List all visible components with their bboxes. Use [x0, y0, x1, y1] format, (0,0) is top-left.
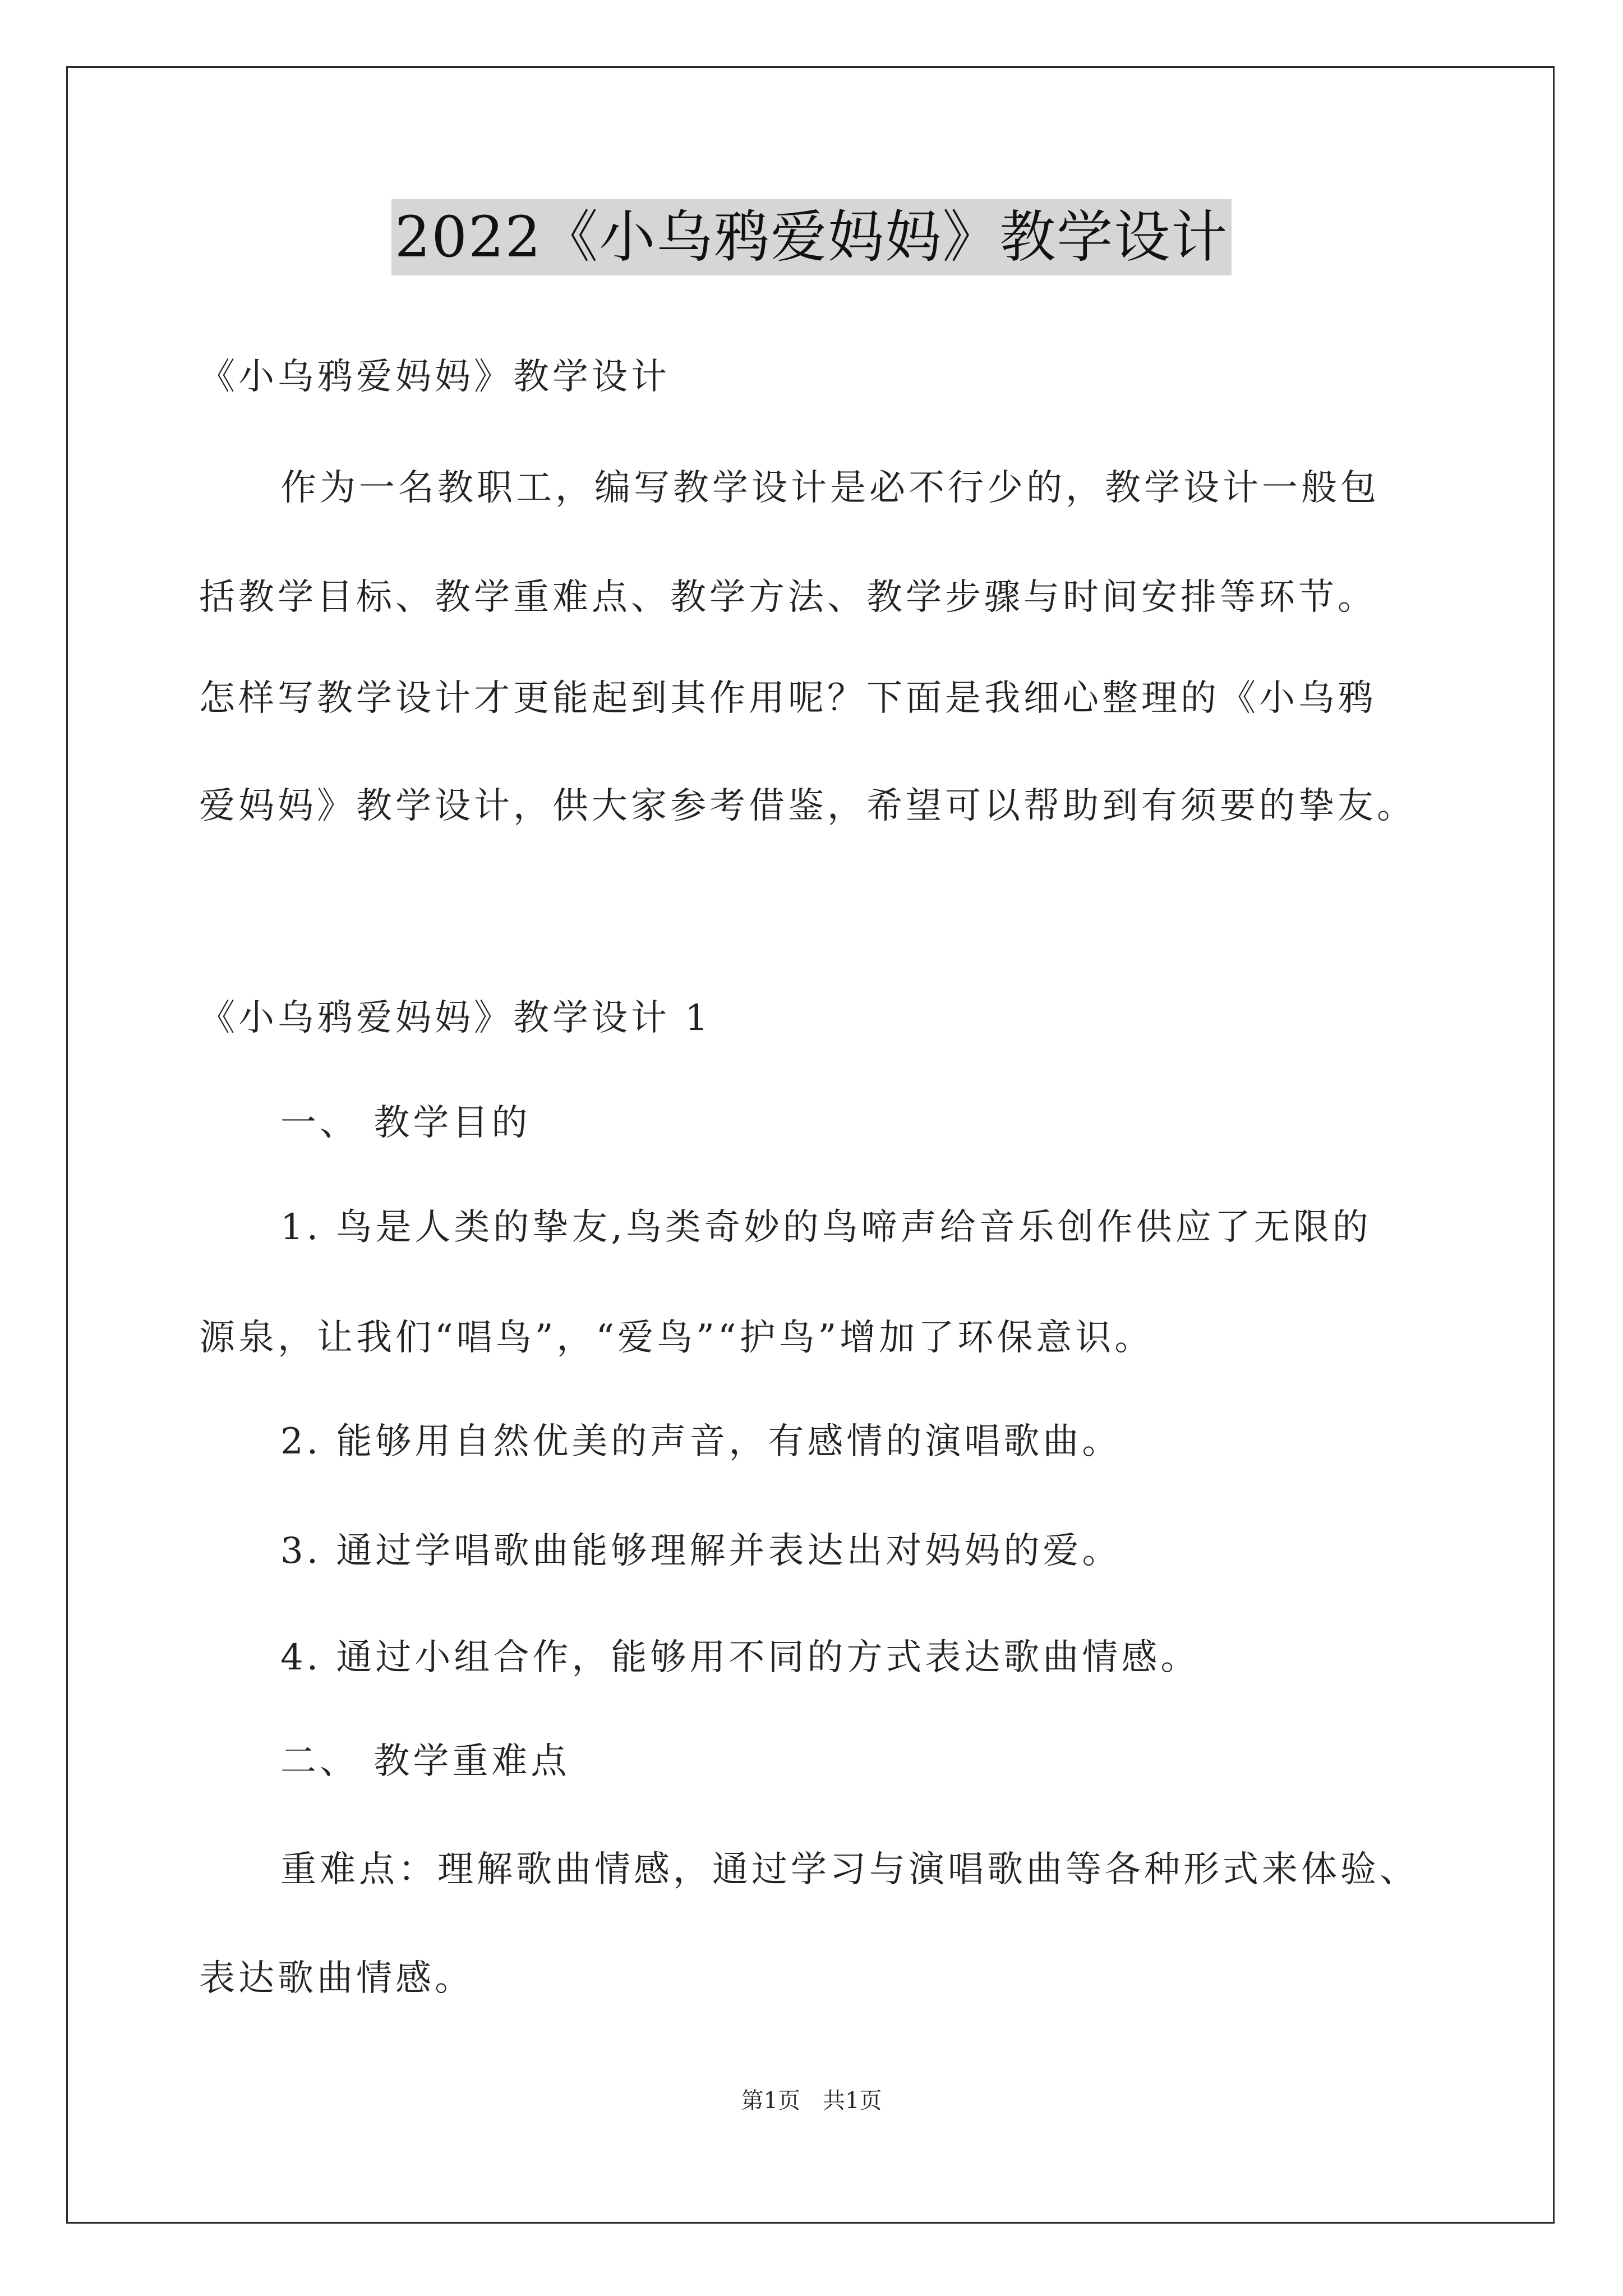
document-title: 2022《小乌鸦爱妈妈》教学设计: [391, 199, 1232, 275]
section-heading-1: 《小乌鸦爱妈妈》教学设计 1: [199, 997, 712, 1039]
subtitle-line: 《小乌鸦爱妈妈》教学设计: [199, 356, 670, 398]
goal-2: 2. 能够用自然优美的声音，有感情的演唱歌曲。: [280, 1421, 1122, 1462]
intro-line-2: 括教学目标、教学重难点、教学方法、教学步骤与时间安排等环节。: [199, 577, 1377, 618]
intro-line-4: 爱妈妈》教学设计，供大家参考借鉴，希望可以帮助到有须要的挚友。: [199, 785, 1416, 827]
heading-key-points: 二、 教学重难点: [280, 1741, 570, 1782]
goal-1-line-1: 1. 鸟是人类的挚友,鸟类奇妙的鸟啼声给音乐创作供应了无限的: [280, 1207, 1372, 1248]
key-points-line-2: 表达歌曲情感。: [199, 1958, 474, 1999]
goal-4: 4. 通过小组合作，能够用不同的方式表达歌曲情感。: [280, 1637, 1200, 1678]
intro-line-3: 怎样写教学设计才更能起到其作用呢？下面是我细心整理的《小乌鸦: [199, 678, 1377, 719]
goal-1-line-2: 源泉，让我们“唱鸟”，“爱鸟”“护鸟”增加了环保意识。: [199, 1317, 1154, 1359]
intro-line-1: 作为一名教职工，编写教学设计是必不行少的，教学设计一般包: [280, 467, 1380, 509]
title-block: [0, 199, 1623, 275]
key-points-line-1: 重难点：理解歌曲情感，通过学习与演唱歌曲等各种形式来体验、: [280, 1849, 1419, 1890]
page-footer: 第1页 共1页: [741, 2088, 882, 2114]
goal-3: 3. 通过学唱歌曲能够理解并表达出对妈妈的爱。: [280, 1530, 1122, 1572]
heading-goals: 一、 教学目的: [280, 1102, 531, 1144]
